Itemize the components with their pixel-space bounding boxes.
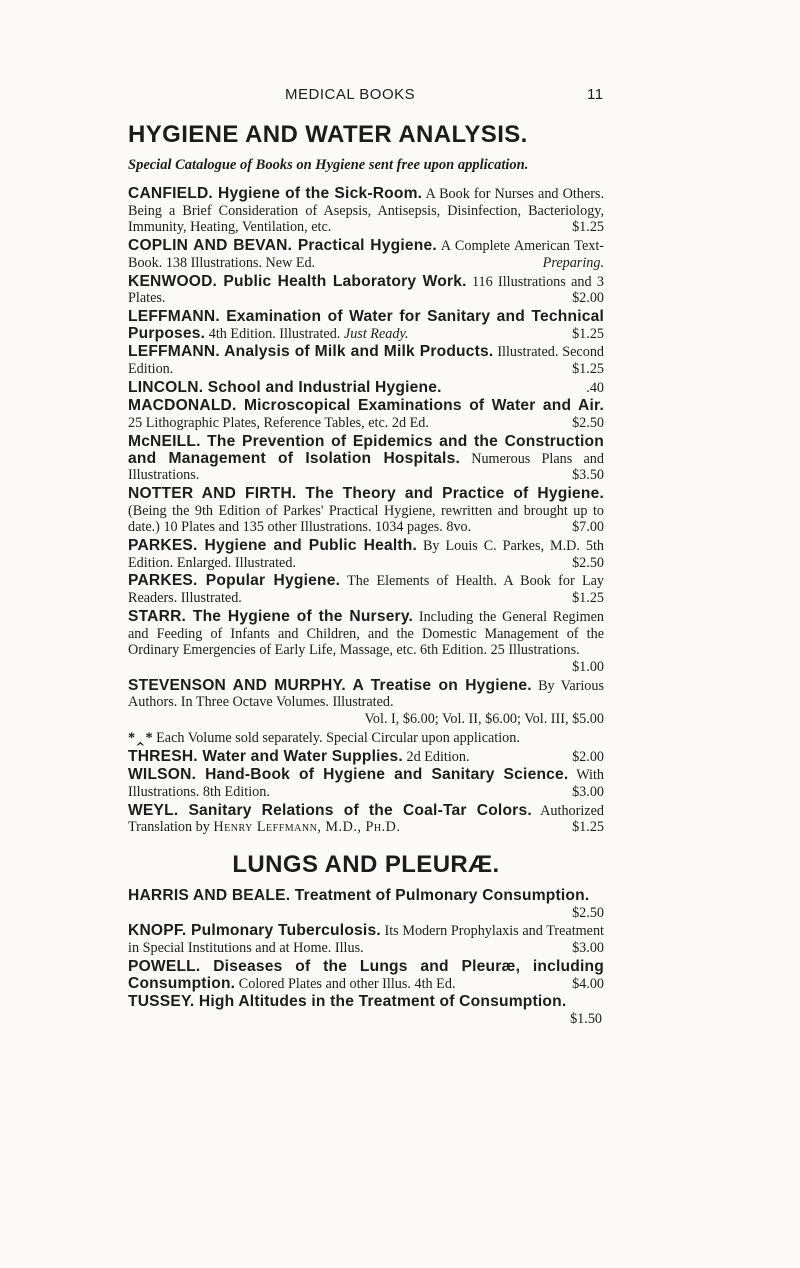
book-price: .40	[586, 379, 604, 396]
book-entry	[128, 434, 604, 484]
catalogue-note	[128, 730, 604, 747]
book-entry	[128, 186, 604, 236]
book-description: Numerous Plans and Illustrations.	[128, 450, 604, 484]
book-entry	[128, 803, 604, 836]
book-status: Preparing.	[542, 254, 604, 271]
book-description: Including the General Regimen and Feeding of Infants and Children, and the Domestic Management of the Ordinary Emergencies of Early Life, Massage, etc. 6th Edition. 25 Illustrations.	[128, 608, 604, 659]
book-description: A Complete American Text-Book. 138 Illustrations. New Ed.	[128, 238, 604, 271]
book-lead: STEVENSON AND MURPHY. A Treatise on Hygiene.	[128, 676, 532, 694]
book-price: $1.25	[572, 325, 604, 342]
book-entry	[128, 538, 604, 571]
book-lead: WILSON. Hand-Book of Hygiene and Sanitary Science.	[128, 766, 569, 784]
book-lead: LINCOLN. School and Industrial Hygiene.	[128, 378, 442, 396]
book-price: $2.50	[572, 415, 604, 432]
book-lead: McNEILL. The Prevention of Epidemics and the Construction and Management of Isolation Hospitals.	[128, 432, 604, 467]
book-entry	[128, 380, 604, 397]
book-entry	[128, 486, 604, 536]
book-description: Its Modern Prophylaxis and Treatment in Special Institutions and at Home. Illus.	[128, 923, 605, 957]
book-entry	[128, 573, 604, 606]
section-subtitle: Special Catalogue of Books on Hygiene sent free upon application.	[128, 157, 529, 173]
book-description: Illustrated. Second Edition.	[128, 344, 605, 378]
book-lead: PARKES. Popular Hygiene.	[128, 572, 341, 590]
book-description: Authorized Translation by	[128, 802, 604, 836]
book-lead: KNOPF. Pulmonary Tuberculosis.	[128, 922, 381, 940]
section-heading-hygiene: HYGIENE AND WATER ANALYSIS.	[128, 121, 528, 148]
page-number: 11	[587, 86, 604, 103]
book-description: (Being the 9th Edition of Parkes' Practical Hygiene, rewritten and brought up to date.) 10 Plates and 135 other Illustrations. 1034 pages. 8vo.	[128, 502, 604, 536]
book-description: Colored Plates and other Illus. 4th Ed.	[238, 975, 456, 992]
book-price: $1.25	[572, 361, 604, 378]
book-lead: LEFFMANN. Examination of Water for Sanitary and Technical Purposes.	[128, 307, 604, 342]
book-price: $2.00	[572, 748, 604, 765]
book-price: $7.00	[572, 519, 604, 536]
asterism-mark: *‸*	[128, 729, 153, 746]
book-entry	[128, 398, 604, 431]
book-lead: LEFFMANN. Analysis of Milk and Milk Products.	[128, 343, 494, 361]
book-description: 25 Lithographic Plates, Reference Tables, etc. 2d Ed.	[128, 415, 429, 432]
book-lead: KENWOOD. Public Health Laboratory Work.	[128, 272, 467, 290]
book-volume-prices: Vol. I, $6.00; Vol. II, $6.00; Vol. III, $5.00	[364, 711, 604, 728]
book-description: 2d Edition.	[406, 748, 470, 765]
book-entry	[128, 309, 604, 342]
book-lead: CANFIELD. Hygiene of the Sick-Room.	[128, 185, 423, 202]
book-lead: POWELL. Diseases of the Lungs and Pleuræ, including Consumption.	[128, 957, 604, 992]
book-description: By Louis C. Parkes, M.D. 5th Edition. Enlarged. Illustrated.	[128, 538, 604, 571]
book-lead: TUSSEY. High Altitudes in the Treatment of Consumption.	[128, 993, 567, 1011]
book-price: $1.50	[570, 1010, 602, 1027]
book-lead: STARR. The Hygiene of the Nursery.	[128, 607, 414, 625]
book-price: $3.50	[572, 467, 604, 484]
book-lead: PARKES. Hygiene and Public Health.	[128, 537, 418, 555]
book-entry	[128, 274, 604, 307]
book-lead: HARRIS AND BEALE. Treatment of Pulmonary Consumption.	[128, 887, 590, 905]
note-text: Each Volume sold separately. Special Circular upon application.	[156, 729, 520, 746]
book-entry	[128, 609, 604, 676]
book-description: A Book for Nurses and Others. Being a Brief Consideration of Asepsis, Antisepsis, Disinfection, Bacteriology, Immunity, Heating, Ventilation, etc.	[128, 186, 604, 236]
book-price: $1.25	[572, 819, 604, 836]
book-entry	[128, 344, 604, 377]
book-translator: Henry Leffmann, M.D., Ph.D.	[213, 819, 401, 836]
book-description: 4th Edition. Illustrated.	[208, 325, 341, 342]
book-price: $1.25	[572, 219, 604, 236]
book-entry	[128, 888, 604, 921]
book-entry	[128, 238, 604, 271]
book-price: $1.00	[572, 658, 604, 675]
book-description: 116 Illustrations and 3 Plates.	[128, 273, 604, 307]
book-price: $4.00	[572, 975, 604, 992]
book-price: $1.25	[572, 590, 604, 607]
book-lead: MACDONALD. Microscopical Examinations of Water and Air.	[128, 397, 604, 415]
book-price: $3.00	[572, 783, 604, 800]
book-status: Just Ready.	[343, 325, 409, 342]
book-price: $2.00	[572, 290, 604, 307]
book-description: The Elements of Health. A Book for Lay Readers. Illustrated.	[128, 573, 605, 607]
book-entry	[128, 994, 604, 1027]
book-lead: THRESH. Water and Water Supplies.	[128, 747, 403, 765]
book-lead: NOTTER AND FIRTH. The Theory and Practice of Hygiene.	[128, 484, 604, 502]
book-entry	[128, 959, 604, 992]
running-head-title: MEDICAL BOOKS	[285, 86, 416, 103]
book-entry	[128, 749, 604, 766]
book-lead: WEYL. Sanitary Relations of the Coal-Tar Colors.	[128, 801, 532, 819]
book-description: With Illustrations. 8th Edition.	[128, 767, 605, 800]
book-price: $2.50	[572, 554, 604, 571]
book-entry	[128, 923, 604, 956]
book-price: $3.00	[572, 940, 604, 957]
book-entry	[128, 767, 604, 800]
book-entry	[128, 678, 604, 728]
book-price: $2.50	[572, 904, 604, 921]
page-content	[128, 120, 604, 1030]
book-lead: COPLIN AND BEVAN. Practical Hygiene.	[128, 237, 437, 255]
book-description: By Various Authors. In Three Octave Volumes. Illustrated.	[128, 677, 604, 711]
running-head	[0, 86, 800, 106]
section-heading-lungs: LUNGS AND PLEURÆ.	[232, 851, 500, 879]
